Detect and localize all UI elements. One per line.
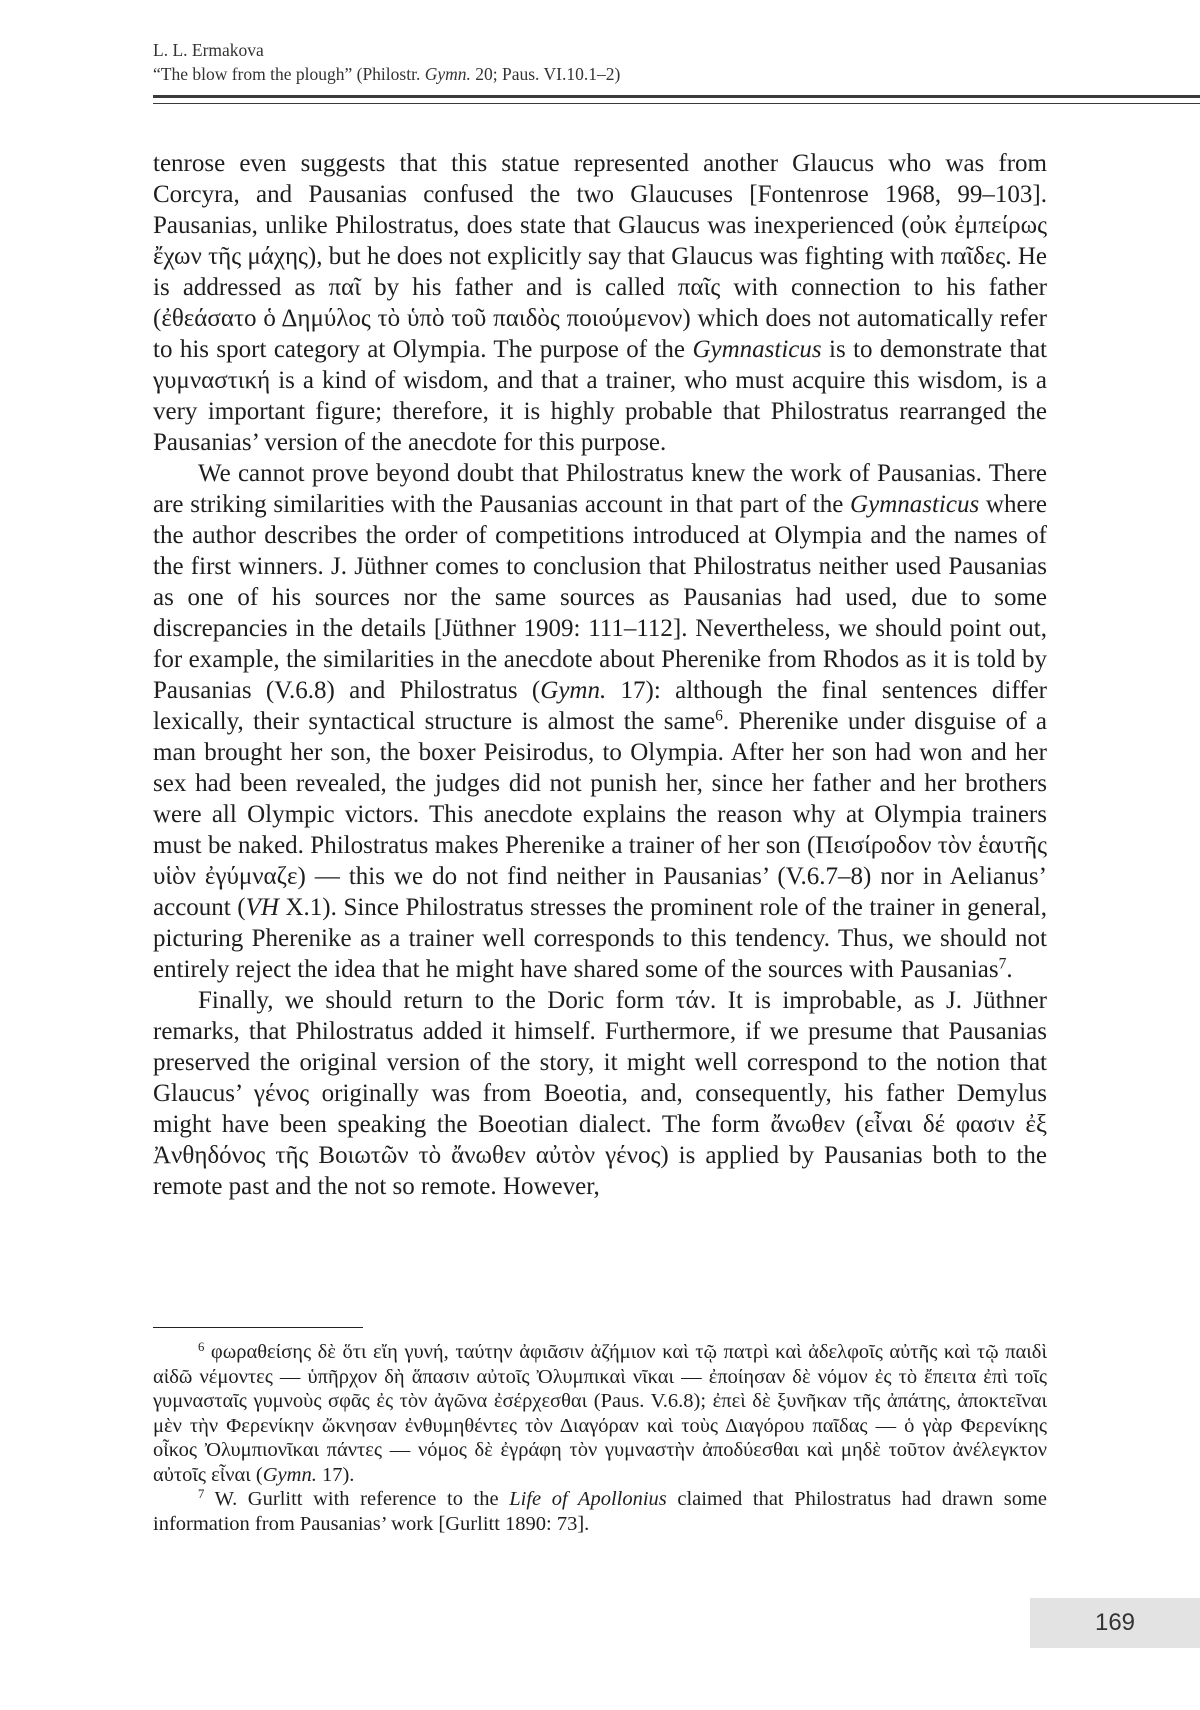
header-rule-thin bbox=[153, 103, 1200, 104]
page-number-tab bbox=[1030, 1598, 1200, 1648]
text-run: tenrose even suggests that this statue represented another Glaucus who was from Corcyra, and Pausanias confused the two Glaucuses [Fontenrose 1968, 99–103]. Pausanias, unlike Philostratus, does state that Glaucus was inexperienced (οὐκ ἐμπείρως ἔχων τῆς μάχης), but he does not explicitly say that Glaucus was fighting with παῖδες. He is addressed as παῖ by his father and is called παῖς with connection to his father (ἐθεάσατο ὁ Δημύλος τὸ ὑπὸ τοῦ παιδὸς ποιούμενον) which does not automatically refer to his sport category at Olympia. The purpose of the bbox=[153, 150, 1047, 363]
running-head-author: L. L. Ermakova bbox=[153, 40, 264, 60]
paragraph-1 bbox=[153, 148, 1047, 458]
text-run: φωραθείσης δὲ ὅτι εἴη γυνή, ταύτην ἀφιᾶσιν ἀζήμιον καὶ τῷ πατρὶ καὶ ἀδελφοῖς αὐτῆς καὶ τῷ παιδὶ αἰδῶ νέμοντες — ὑπῆρχον δὴ ἅπασιν αὐτοῖς Ὀλυμπικαὶ νῖκαι — ἐποίησαν δὲ νόμον ἐς τὸ ἔπειτα ἐπὶ τοῖς γυμνασταῖς γυμνοὺς σφᾶς ἐς τὸν ἀγῶνα ἐσέρχεσθαι (Paus. V.6.8); ἐπεὶ δὲ ξυνῆκαν τῆς ἀπάτης, ἀποκτεῖναι μὲν τὴν Φερενίκην ὤκνησαν ἐνθυμηθέντες τὸν Διαγόραν καὶ τοὺς Διαγόρου παῖδας — ὁ γὰρ Φερενίκης οἶκος Ὀλυμπιονῖκαι πάντες — νόμος δὲ ἐγράφη τὸν γυμναστὴν ἀποδύεσθαι καὶ μηδὲ τοῦτον ἀνέλεγκτον αὐτοῖς εἶναι ( bbox=[153, 1341, 1047, 1486]
italic-run: Gymnasticus bbox=[850, 491, 980, 518]
italic-run: VH bbox=[245, 894, 279, 921]
footnote-7 bbox=[153, 1487, 1047, 1536]
footnote-ref-6[interactable]: 6 bbox=[715, 707, 723, 725]
italic-run: Gymn. bbox=[540, 677, 607, 704]
running-head bbox=[153, 38, 620, 86]
body-text bbox=[153, 148, 1047, 1202]
running-head-title-part: 20; Paus. VI.10.1–2) bbox=[470, 64, 621, 84]
italic-run: Life of Apollonius bbox=[509, 1488, 667, 1510]
footnote-number: 7 bbox=[198, 1487, 205, 1502]
paragraph-2 bbox=[153, 458, 1047, 985]
text-run: . bbox=[1006, 956, 1013, 983]
running-head-title-part: “The blow from the plough” (Philostr. bbox=[153, 64, 425, 84]
footnotes bbox=[153, 1340, 1047, 1536]
header-rule-thick bbox=[153, 95, 1200, 98]
text-run: claimed that Philostratus had drawn some information from Pausanias’ work [Gurlitt 1890: 73]. bbox=[153, 1488, 1047, 1535]
footnote-separator bbox=[153, 1327, 363, 1328]
running-head-title bbox=[153, 62, 620, 86]
text-run: 17). bbox=[316, 1463, 355, 1486]
italic-run: Gymnasticus bbox=[692, 336, 822, 363]
text-run: where the author describes the order of competitions introduced at Olympia and the names of the first winners. J. Jüthner comes to conclusion that Philostratus neither used Pausanias as one of his sources nor the same sources as Pausanias had used, due to some discrepancies in the details [Jüthner 1909: 111–112]. Nevertheless, we should point out, for example, the similarities in the anecdote about Pherenike from Rhodos as it is told by Pausanias (V.6.8) and Philostratus ( bbox=[153, 491, 1047, 704]
text-run: is to demonstrate that γυμναστική is a kind of wisdom, and that a trainer, who must acquire this wisdom, is a very important figure; therefore, it is highly probable that Philostratus rearranged the Pausanias’ version of the anecdote for this purpose. bbox=[153, 336, 1047, 456]
footnote-number: 6 bbox=[198, 1340, 205, 1355]
text-run: 17): although the final sentences differ lexically, their syntactical structure is almost the same bbox=[153, 677, 1047, 735]
paragraph-3: Finally, we should return to the Doric form τάν. It is improbable, as J. Jüthner remarks, that Philostratus added it himself. Furthermore, if we presume that Pausanias preserved the original version of the story, it might well correspond to the notion that Glaucus’ γένος originally was from Boeotia, and, consequently, his father Demylus might have been speaking the Boeotian dialect. The form ἄνωθεν (εἶναι δέ φασιν ἐξ Ἀνθηδόνος τῆς Βοιωτῶν τὸ ἄνωθεν αὐτὸν γένος) is applied by Pausanias both to the remote past and the not so remote. However, bbox=[153, 987, 1047, 1200]
italic-run: Gymn. bbox=[262, 1463, 317, 1486]
text-run: . Pherenike under disguise of a man brought her son, the boxer Peisirodus, to Olympia. After her son had won and her sex had been revealed, the judges did not punish her, since her father and her brothers were all Olympic victors. This anecdote explains the reason why at Olympia trainers must be naked. Philostratus makes Pherenike a trainer of her son (Πεισίροδον τὸν ἑαυτῆς υἱὸν ἐγύμναζε) — this we do not find neither in Pausanias’ (V.6.7–8) nor in Aelianus’ account ( bbox=[153, 708, 1047, 921]
text-run: We cannot prove beyond doubt that Philostratus knew the work of Pausanias. There are striking similarities with the Pausanias account in that part of the bbox=[153, 460, 1047, 518]
footnote-ref-7[interactable]: 7 bbox=[998, 955, 1007, 973]
text-run: W. Gurlitt with reference to the bbox=[204, 1488, 510, 1510]
text-run: X.1). Since Philostratus stresses the prominent role of the trainer in general, picturing Pherenike as a trainer well corresponds to this tendency. Thus, we should not entirely reject the idea that he might have shared some of the sources with Pausanias bbox=[153, 894, 1047, 983]
page-number: 169 bbox=[1094, 1609, 1136, 1636]
footnote-6 bbox=[153, 1340, 1047, 1487]
running-head-title-italic: Gymn. bbox=[424, 64, 471, 84]
